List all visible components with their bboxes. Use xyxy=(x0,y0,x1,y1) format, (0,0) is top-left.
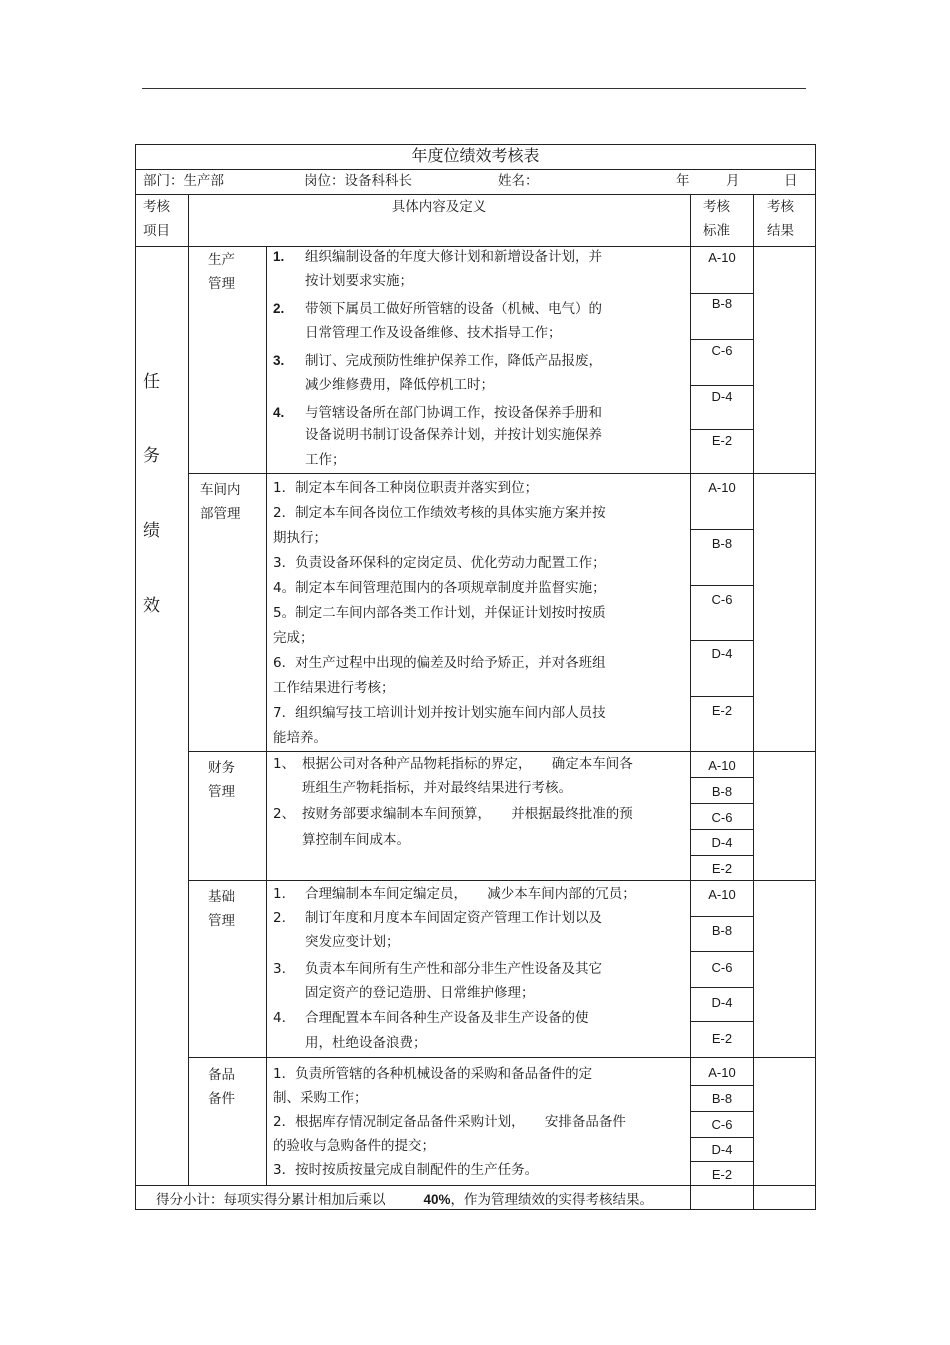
item-text: 能培养。 xyxy=(273,730,327,746)
item-number: 2、 xyxy=(273,806,296,822)
item-text: 完成； xyxy=(273,630,314,646)
section-name-line: 备品 xyxy=(208,1067,235,1083)
header-content: 具体内容及定义 xyxy=(391,199,487,215)
section-name xyxy=(200,478,241,526)
grade-label: D-4 xyxy=(711,646,733,661)
item-text: 3．按时按质按量完成自制配件的生产任务。 xyxy=(273,1162,539,1178)
grade-label: C-6 xyxy=(711,960,733,975)
grade-divider xyxy=(690,987,753,988)
grade-divider xyxy=(690,829,753,830)
item-text: 5。制定二车间内部各类工作计划，并保证计划按时按质 xyxy=(273,605,606,621)
col-divider xyxy=(753,194,754,1209)
grade-divider xyxy=(690,1021,753,1022)
header-text: 标准 xyxy=(703,223,730,239)
list-item xyxy=(273,961,602,977)
grade-divider xyxy=(690,1161,753,1162)
category-char: 效 xyxy=(143,596,160,616)
section-name-line: 基础 xyxy=(208,889,235,905)
item-text: 按计划要求实施； xyxy=(305,273,413,289)
category-char: 务 xyxy=(143,446,160,466)
item-number: 3. xyxy=(273,961,286,977)
list-item xyxy=(273,756,633,772)
grade-label: A-10 xyxy=(708,480,736,495)
month-label: 月 xyxy=(726,173,740,189)
grade-divider xyxy=(690,855,753,856)
score-percent: 40% xyxy=(423,1192,451,1207)
item-number: 4. xyxy=(273,405,285,420)
section-name xyxy=(208,885,235,933)
grade-label: C-6 xyxy=(711,1117,733,1132)
grade-divider xyxy=(690,429,753,430)
grade-label: B-8 xyxy=(711,784,733,799)
item-text: 突发应变计划； xyxy=(305,934,400,950)
grade-divider xyxy=(690,951,753,952)
appraisal-table xyxy=(135,144,816,1210)
section-name-line: 生产 xyxy=(208,252,235,268)
item-text: 工作； xyxy=(305,452,346,468)
grade-divider xyxy=(690,1111,753,1112)
list-item xyxy=(273,1010,589,1026)
header-text: 考核 xyxy=(143,199,170,215)
category-char: 绩 xyxy=(143,521,160,541)
item-text: 制、采购工作； xyxy=(273,1090,368,1106)
item-text: 2．根据库存情况制定备品备件采购计划， 安排备品备件 xyxy=(273,1114,626,1130)
row-divider xyxy=(188,880,815,881)
list-item xyxy=(273,405,602,421)
grade-label: E-2 xyxy=(711,861,733,876)
grade-label: B-8 xyxy=(711,1091,733,1106)
item-text: 设备说明书制订设备保养计划，并按计划实施保养 xyxy=(305,427,602,443)
grade-label: E-2 xyxy=(711,703,733,718)
col-divider xyxy=(266,246,267,1185)
item-text: 负责本车间所有生产性和部分非生产性设备及其它 xyxy=(305,961,602,977)
score-subtotal-text: ，作为管理绩效的实得考核结果。 xyxy=(450,1192,654,1208)
grade-label: B-8 xyxy=(711,536,733,551)
item-text: 根据公司对各种产品物耗指标的界定， 确定本车间各 xyxy=(302,756,633,772)
grade-divider xyxy=(690,1085,753,1086)
name-field: 姓名： xyxy=(498,173,539,189)
item-number: 1. xyxy=(273,249,285,264)
grade-divider xyxy=(690,585,753,586)
section-name-line: 管理 xyxy=(208,276,235,292)
item-text: 日常管理工作及设备维修、技术指导工作； xyxy=(305,325,562,341)
score-subtotal xyxy=(156,1192,653,1208)
item-text: 的验收与急购备件的提交； xyxy=(273,1138,435,1154)
item-text: 2．制定本车间各岗位工作绩效考核的具体实施方案并按 xyxy=(273,505,606,521)
grade-label: B-8 xyxy=(711,923,733,938)
item-number: 1、 xyxy=(273,756,296,772)
item-text: 固定资产的登记造册、日常维护修理； xyxy=(305,985,535,1001)
item-text: 制订年度和月度本车间固定资产管理工作计划以及 xyxy=(305,910,602,926)
col-divider xyxy=(188,194,189,1185)
section-name xyxy=(208,756,235,804)
grade-divider xyxy=(690,803,753,804)
row-divider xyxy=(136,246,815,247)
grade-label: C-6 xyxy=(711,592,733,607)
item-text: 7．组织编写技工培训计划并按计划实施车间内部人员技 xyxy=(273,705,606,721)
section-content xyxy=(273,1062,626,1182)
list-item xyxy=(273,886,636,902)
item-text: 6．对生产过程中出现的偏差及时给予矫正，并对各班组 xyxy=(273,655,606,671)
item-text: 按财务部要求编制本车间预算， 并根据最终批准的预 xyxy=(302,806,633,822)
grade-divider xyxy=(690,696,753,697)
grade-label: A-10 xyxy=(708,250,736,265)
section-name-line: 财务 xyxy=(208,760,235,776)
grade-label: A-10 xyxy=(708,887,736,902)
item-text: 4。制定本车间管理范围内的各项规章制度并监督实施； xyxy=(273,580,606,596)
grade-label: E-2 xyxy=(711,1167,733,1182)
category-char: 任 xyxy=(143,372,160,392)
list-item xyxy=(273,249,602,265)
row-divider xyxy=(136,194,815,195)
post-field: 岗位：设备科科长 xyxy=(304,173,412,189)
grade-label: A-10 xyxy=(708,758,736,773)
item-text: 算控制车间成本。 xyxy=(302,832,410,848)
list-item xyxy=(273,806,633,822)
item-text: 1．制定本车间各工种岗位职责并落实到位； xyxy=(273,480,539,496)
grade-label: D-4 xyxy=(711,995,733,1010)
grade-label: C-6 xyxy=(711,343,733,358)
item-text: 组织编制设备的年度大修计划和新增设备计划，并 xyxy=(305,249,602,265)
grade-label: D-4 xyxy=(711,389,733,404)
grade-label: B-8 xyxy=(711,296,733,311)
grade-divider xyxy=(690,529,753,530)
item-text: 工作结果进行考核； xyxy=(273,680,395,696)
item-text: 期执行； xyxy=(273,530,327,546)
row-divider xyxy=(188,1057,815,1058)
grade-label: E-2 xyxy=(711,1031,733,1046)
grade-divider xyxy=(690,640,753,641)
grade-label: D-4 xyxy=(711,835,733,850)
header-text: 考核 xyxy=(703,199,730,215)
item-text: 1．负责所管辖的各种机械设备的采购和备品备件的定 xyxy=(273,1066,593,1082)
section-name-line: 部管理 xyxy=(200,506,241,522)
section-name xyxy=(208,1063,235,1111)
item-text: 班组生产物耗指标，并对最终结果进行考核。 xyxy=(302,780,572,796)
section-name xyxy=(208,248,235,296)
grade-divider xyxy=(690,916,753,917)
day-label: 日 xyxy=(784,173,798,189)
grade-divider xyxy=(690,293,753,294)
grade-divider xyxy=(690,1137,753,1138)
header-result xyxy=(767,199,794,239)
item-number: 2. xyxy=(273,301,285,316)
item-number: 3. xyxy=(273,353,285,368)
list-item xyxy=(273,353,602,369)
item-number: 4. xyxy=(273,1010,286,1026)
page-top-rule xyxy=(142,88,806,89)
list-item xyxy=(273,910,602,926)
table-title: 年度位绩效考核表 xyxy=(411,146,540,165)
item-text: 合理编制本车间定编定员， 减少本车间内部的冗员； xyxy=(305,886,636,902)
score-subtotal-text: 得分小计：每项实得分累计相加后乘以 xyxy=(156,1192,386,1208)
section-name-line: 车间内 xyxy=(200,482,241,498)
grade-divider xyxy=(690,385,753,386)
section-name-line: 管理 xyxy=(208,784,235,800)
year-label: 年 xyxy=(676,173,690,189)
header-standard xyxy=(703,199,730,239)
item-text: 3．负责设备环保科的定岗定员、优化劳动力配置工作； xyxy=(273,555,606,571)
grade-label: E-2 xyxy=(711,433,733,448)
item-text: 用，杜绝设备浪费； xyxy=(305,1035,427,1051)
header-text: 结果 xyxy=(767,223,794,239)
header-item xyxy=(143,199,170,239)
dept-field: 部门：生产部 xyxy=(143,173,224,189)
section-content xyxy=(273,476,606,751)
grade-label: C-6 xyxy=(711,810,733,825)
row-divider xyxy=(188,473,815,474)
item-text: 带领下属员工做好所管辖的设备（机械、电气）的 xyxy=(305,301,602,317)
item-text: 制订、完成预防性维护保养工作，降低产品报废， xyxy=(305,353,602,369)
item-text: 与管辖设备所在部门协调工作，按设备保养手册和 xyxy=(305,405,602,421)
item-text: 合理配置本车间各种生产设备及非生产设备的使 xyxy=(305,1010,589,1026)
section-name-line: 备件 xyxy=(208,1091,235,1107)
row-divider xyxy=(136,169,815,170)
grade-label: A-10 xyxy=(708,1065,736,1080)
item-number: 2. xyxy=(273,910,286,926)
grade-divider xyxy=(690,339,753,340)
header-text: 考核 xyxy=(767,199,794,215)
grade-divider xyxy=(690,777,753,778)
section-name-line: 管理 xyxy=(208,913,235,929)
header-text: 项目 xyxy=(143,223,170,239)
row-divider xyxy=(136,1185,815,1186)
row-divider xyxy=(188,751,815,752)
item-text: 减少维修费用，降低停机工时； xyxy=(305,377,494,393)
grade-label: D-4 xyxy=(711,1142,733,1157)
item-number: 1. xyxy=(273,886,286,902)
list-item xyxy=(273,301,602,317)
